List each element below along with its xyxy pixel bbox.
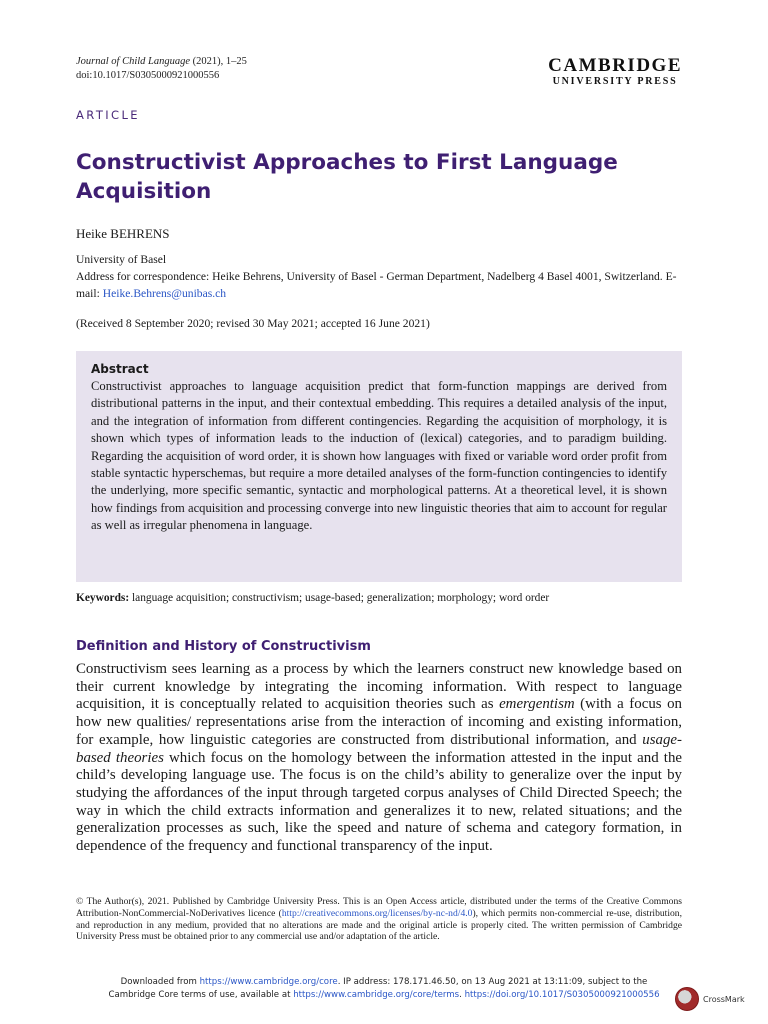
- keywords-label: Keywords:: [76, 592, 130, 604]
- download-line-2: [0, 989, 768, 1002]
- body-text-3: which focus on the homology between the information attested in the input and the child’s developing language use. The focus is on the child’s ability to generalize over the input by studying the affordances of the input through targeted corpus analyses of Child Directed Speech; the way in which the child extracts information and generalizes it to new, related situations; and the generalization processes as such, like the speed and nature of schema and category formation, in dependence of the frequency and functional transparency of the input.: [76, 749, 682, 855]
- publisher-logo: [548, 56, 682, 87]
- abstract-text: Constructivist approaches to language acquisition predict that form-function mappings are derived from distributional patterns in the input, and their contextual embedding. This requires a detailed analysis of the input, and the integration of information from different contingencies. Regarding the acquisition of morphology, it is shown which types of information leads to the induction of (lexical) categories, and to paradigm building. Regarding the acquisition of word order, it is shown how languages with fixed or variable word order profit from stable syntactic hyperschemas, but require a more detailed analyses of the form-function contingencies to identify the underlying, more specific semantic, syntactic and morphological patterns. At a theoretical level, it is shown how findings from acquisition and processing converge into new linguistic theories that aim to account for regular as well as irregular phenomena in language.: [91, 379, 667, 533]
- journal-citation: [76, 55, 247, 69]
- body-emphasis-1: emergentism: [499, 696, 575, 713]
- crossmark-badge[interactable]: [675, 987, 755, 1011]
- copyright-text-2: ), which permits non-commercial re-use, distribution, and reproduction in any medium, provided that no alterations are made and the original article is properly cited. The written permission of Cambridge University Press must be obtained prior to any commercial use and/or adaptation of the article.: [76, 907, 682, 943]
- journal-doi: doi:10.1017/S0305000921000556: [76, 70, 220, 81]
- doi-link[interactable]: https://doi.org/10.1017/S0305000921000556: [464, 990, 660, 1000]
- download-text-3: Cambridge Core terms of use, available at: [108, 990, 294, 1000]
- core-link[interactable]: https://www.cambridge.org/core: [199, 977, 338, 987]
- article-title: Constructivist Approaches to First Language Acquisition: [76, 150, 618, 204]
- body-paragraph: [76, 661, 682, 856]
- crossmark-label: CrossMark: [703, 994, 745, 1004]
- correspondence-address: [76, 268, 688, 302]
- affiliation: [76, 251, 688, 302]
- download-text-2: . IP address: 178.171.46.50, on 13 Aug 2021 at 13:11:09, subject to the: [337, 977, 648, 987]
- crossmark-icon: [675, 987, 699, 1011]
- journal-issue: (2021), 1–25: [190, 56, 247, 67]
- university: University of Basel: [76, 253, 167, 266]
- article-type-label: ARTICLE: [76, 108, 140, 122]
- download-text-1: Downloaded from: [120, 977, 200, 987]
- author-name: Heike BEHRENS: [76, 226, 170, 241]
- body-text-1: Constructivism sees learning as a process by which the learners construct new knowledge based on their current knowledge by integrating the incoming information. With respect to language acquisition, it is conceptually related to acquisition theories such as: [76, 661, 682, 713]
- copyright-notice: [76, 896, 682, 943]
- abstract-heading: Abstract: [91, 362, 149, 376]
- keywords: [76, 592, 549, 604]
- download-line-1: [0, 976, 768, 989]
- download-text-4: .: [459, 990, 465, 1000]
- email-link[interactable]: Heike.Behrens@unibas.ch: [102, 287, 227, 300]
- abstract-box: [76, 351, 682, 582]
- terms-link[interactable]: https://www.cambridge.org/core/terms: [293, 990, 460, 1000]
- copyright-text-1: © The Author(s), 2021. Published by Cambridge University Press. This is an Open Access article, distributed under the terms of the Creative Commons Attribution-NonCommercial-NoDerivatives licence (: [76, 896, 682, 919]
- download-footer: [0, 976, 768, 1002]
- publisher-line2: UNIVERSITY PRESS: [552, 76, 678, 87]
- journal-name: Journal of Child Language: [76, 56, 191, 67]
- address-text: Address for correspondence: Heike Behrens, University of Basel - German Department, Nadelberg 4 Basel 4001, Switzerland. E-mail:: [76, 270, 677, 300]
- keywords-text: language acquisition; constructivism; usage-based; generalization; morphology; word order: [129, 592, 550, 604]
- publisher-line1: CAMBRIDGE: [548, 55, 682, 76]
- body-text-2: (with a focus on how new qualities/ representations arise from the interaction of incoming and existing information, for example, how linguistic categories are constructed from distributional information, and: [76, 696, 682, 748]
- body-emphasis-2: usage-based theories: [76, 731, 682, 766]
- license-link[interactable]: http://creativecommons.org/licenses/by-nc-nd/4.0: [281, 907, 473, 919]
- received-dates: (Received 8 September 2020; revised 30 May 2021; accepted 16 June 2021): [76, 317, 430, 330]
- journal-info: [76, 55, 247, 83]
- section-heading: Definition and History of Constructivism: [76, 639, 371, 654]
